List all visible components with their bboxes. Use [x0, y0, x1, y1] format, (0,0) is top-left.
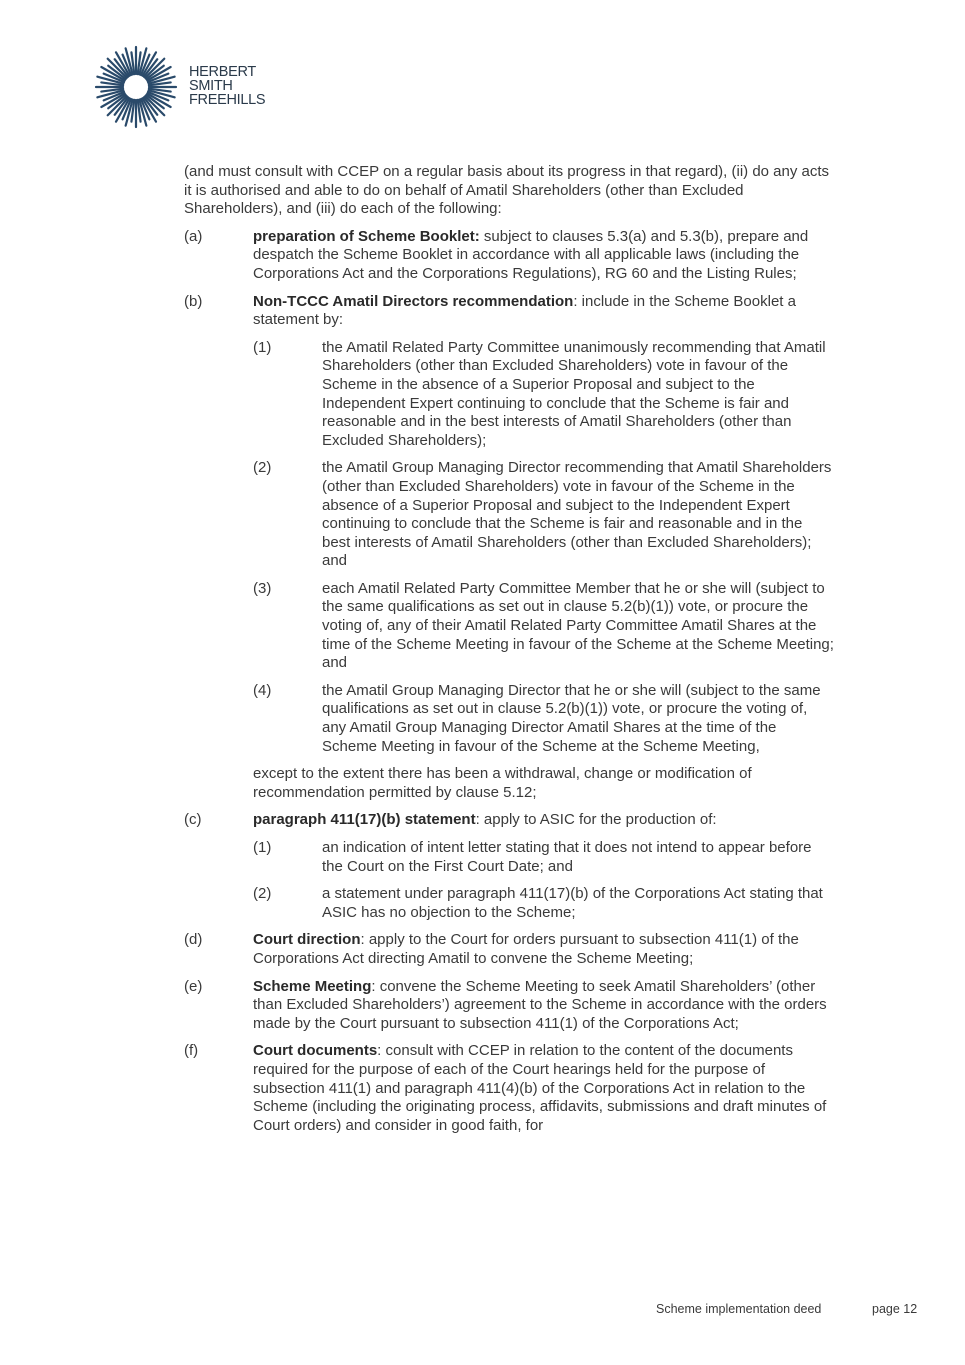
document-body: [184, 163, 834, 1144]
clause-text: : consult with CCEP in relation to the content of the documents required for the purpose of each of the Court hearings held for the purpose of subsection 411(1) and paragraph 411(4)(b) of the Corporations Act in relation to the Scheme (including the originating process, affidavits, submissions and draft minutes of Court orders) and consider in good faith, for: [253, 1042, 827, 1134]
subclause-b1: [253, 339, 834, 451]
clause-text: : include in the Scheme Booklet a statement by:: [253, 292, 796, 329]
clause-text: : apply to ASIC for the production of:: [475, 811, 717, 829]
subclause-text: the Amatil Group Managing Director that he or she will (subject to the same qualifications as set out in clause 5.2(b)(1)) vote, or procure the voting of, any Amatil Group Managing Director Amatil Shares at the time of the Scheme Meeting in favour of the Scheme at the Scheme Meeting,: [322, 681, 821, 755]
clause-c: [184, 811, 834, 922]
clause-heading: Non-TCCC Amatil Directors recommendation: [253, 292, 574, 310]
sunburst-icon: [94, 45, 178, 129]
subclause-label: (1): [253, 839, 272, 856]
clause-text: : apply to the Court for orders pursuant to subsection 411(1) of the Corporations Act directing Amatil to convene the Scheme Meeting;: [253, 931, 799, 967]
subclause-label: (1): [253, 338, 272, 356]
clause-label: (d): [184, 931, 203, 949]
logo-line-1: HERBERT: [189, 64, 256, 80]
subclause-label: (2): [253, 885, 272, 903]
subclause-b4: [253, 682, 834, 756]
clause-label: (e): [184, 977, 203, 995]
subclause-b3: [253, 580, 834, 673]
subclause-c2: [253, 885, 834, 922]
clause-d: [184, 931, 834, 968]
clause-text: subject to clauses 5.3(a) and 5.3(b), prepare and despatch the Scheme Booklet in accordance with all applicable laws (including the Corporations Act and the Corporations Regulations), RG 60 and the Listing Rules;: [253, 227, 809, 282]
footer-page-number: page 12: [872, 1302, 918, 1316]
clause-a: [184, 228, 834, 284]
clause-text: : convene the Scheme Meeting to seek Amatil Shareholders’ (other than Excluded Shareholders’) agreement to the Scheme in accordance with the orders made by the Court pursuant to subsection 411(1) of the Corporations Act;: [253, 977, 827, 1032]
logo-line-2: SMITH: [189, 78, 233, 94]
subclause-text: the Amatil Related Party Committee unanimously recommending that Amatil Shareholders (other than Excluded Shareholders) vote in favour of the Scheme in the absence of a Superior Proposal and subject to the Independent Expert continuing to conclude that the Scheme is fair and reasonable and in the best interests of Amatil Shareholders (other than Excluded Shareholders);: [322, 338, 826, 449]
clause-f: [184, 1042, 834, 1135]
clause-heading: Court documents: [253, 1042, 378, 1060]
subclause-text: a statement under paragraph 411(17)(b) of the Corporations Act stating that ASIC has no objection to the Scheme;: [322, 885, 823, 921]
clause-label: (c): [184, 811, 202, 829]
subclause-label: (3): [253, 579, 272, 597]
clause-heading: Scheme Meeting: [253, 977, 372, 995]
subclause-label: (2): [253, 459, 272, 477]
subclause-text: the Amatil Group Managing Director recommending that Amatil Shareholders (other than Excluded Shareholders) vote in favour of the Scheme in the absence of a Superior Proposal and subject to the Independent Expert continuing to conclude that the Scheme is fair and reasonable and in the best interests of Amatil Shareholders (other than Excluded Shareholders); and: [322, 459, 832, 570]
clause-e: [184, 978, 834, 1034]
clause-label: (a): [184, 227, 203, 245]
herbert-smith-freehills-logo: [94, 45, 279, 129]
subclause-c1: [253, 839, 834, 876]
clause-heading: Court direction: [253, 931, 361, 949]
clause-b: [184, 293, 834, 803]
subclause-text: an indication of intent letter stating that it does not intend to appear before the Court on the First Court Date; and: [322, 839, 812, 875]
clause-heading: preparation of Scheme Booklet:: [253, 227, 480, 245]
clause-label: (b): [184, 292, 203, 310]
clause-heading: paragraph 411(17)(b) statement: [253, 811, 476, 829]
logo-wordmark: [189, 65, 265, 107]
clause-b-continuation: except to the extent there has been a withdrawal, change or modification of recommendation permitted by clause 5.12;: [253, 765, 752, 801]
footer-doc-title: Scheme implementation deed: [656, 1302, 822, 1316]
logo-line-3: FREEHILLS: [189, 92, 266, 108]
intro-paragraph: (and must consult with CCEP on a regular basis about its progress in that regard), (ii) do any acts it is authorised and able to do on behalf of Amatil Shareholders (other than Excluded Shareholders), and (iii) do each of the following:: [184, 163, 830, 218]
subclause-text: each Amatil Related Party Committee Member that he or she will (subject to the same qualifications as set out in clause 5.2(b)(1)) vote, or procure the voting of, any of their Amatil Related Party Committee Amatil Shares at the time of the Scheme Meeting in favour of the Scheme at the Scheme Meeting; and: [322, 579, 834, 672]
clause-label: (f): [184, 1042, 199, 1060]
subclause-label: (4): [253, 681, 272, 699]
subclause-b2: [253, 459, 834, 571]
